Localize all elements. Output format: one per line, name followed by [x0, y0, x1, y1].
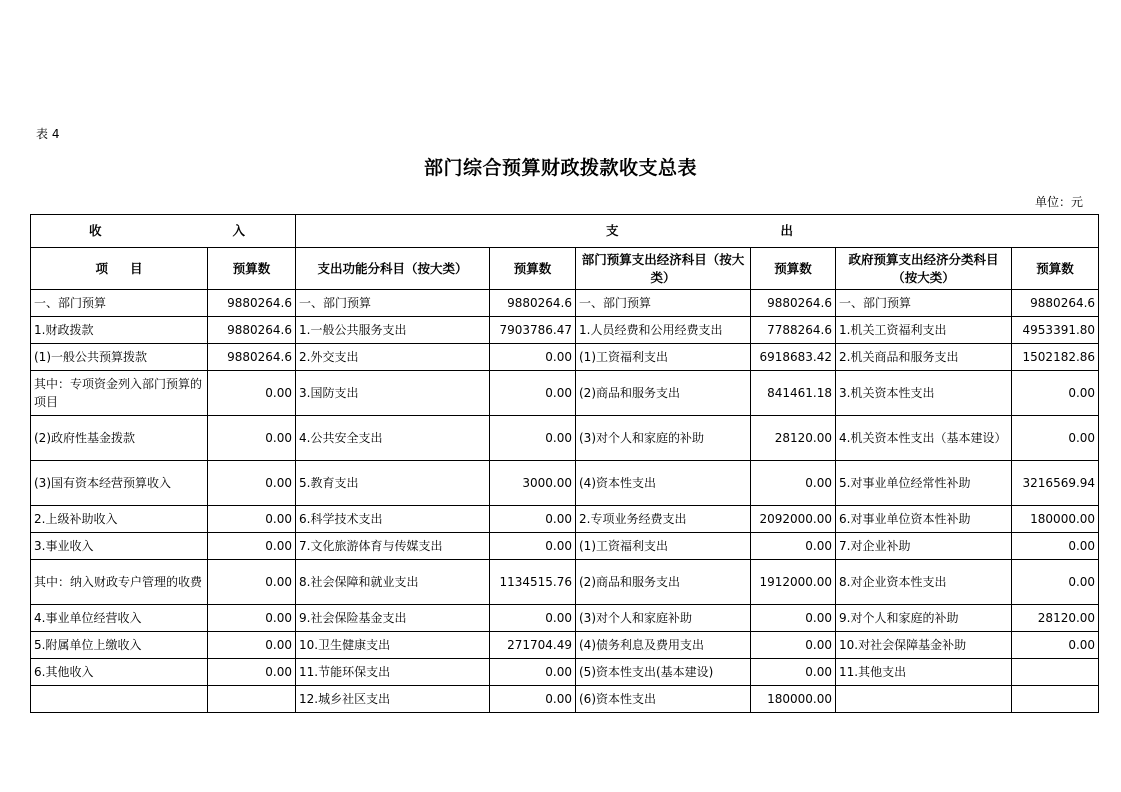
dept-economic-cell: (3)对个人和家庭补助: [576, 605, 751, 632]
table-row: [31, 317, 1099, 344]
table-row: [31, 686, 1099, 713]
dept-economic-amount-cell: 2092000.00: [751, 506, 836, 533]
item-cell: 6.其他收入: [31, 659, 208, 686]
item-amount-cell: 0.00: [208, 560, 296, 605]
function-class-cell: 12.城乡社区支出: [296, 686, 490, 713]
income-header-char-1: 收: [89, 223, 102, 238]
dept-economic-cell: (2)商品和服务支出: [576, 560, 751, 605]
item-amount-cell: 0.00: [208, 659, 296, 686]
function-amount-cell: 9880264.6: [490, 290, 576, 317]
gov-economic-amount-cell: 0.00: [1012, 533, 1099, 560]
item-cell: (3)国有资本经营预算收入: [31, 461, 208, 506]
gov-economic-amount-cell: [1012, 686, 1099, 713]
gov-economic-amount-cell: 0.00: [1012, 560, 1099, 605]
gov-economic-amount-cell: 9880264.6: [1012, 290, 1099, 317]
item-cell: (2)政府性基金拨款: [31, 416, 208, 461]
dept-economic-amount-cell: 6918683.42: [751, 344, 836, 371]
function-amount-cell: 0.00: [490, 686, 576, 713]
table-number-label: 表 4: [36, 127, 60, 141]
item-amount-cell: 0.00: [208, 506, 296, 533]
gov-economic-cell: 3.机关资本性支出: [836, 371, 1012, 416]
table-row: [31, 560, 1099, 605]
dept-economic-amount-cell: 180000.00: [751, 686, 836, 713]
item-amount-column-header: 预算数: [208, 248, 296, 290]
item-cell: 其中：纳入财政专户管理的收费: [31, 560, 208, 605]
gov-economic-amount-cell: 4953391.80: [1012, 317, 1099, 344]
dept-economic-amount-cell: 0.00: [751, 461, 836, 506]
table-row: [31, 632, 1099, 659]
dept-economic-column-header: 部门预算支出经济科目（按大类）: [576, 248, 751, 290]
function-amount-cell: 0.00: [490, 344, 576, 371]
function-class-cell: 10.卫生健康支出: [296, 632, 490, 659]
gov-economic-cell: 9.对个人和家庭的补助: [836, 605, 1012, 632]
document-title: 部门综合预算财政拨款收支总表: [423, 157, 697, 179]
dept-economic-amount-cell: 7788264.6: [751, 317, 836, 344]
item-amount-cell: 0.00: [208, 632, 296, 659]
item-amount-cell: [208, 686, 296, 713]
dept-economic-amount-cell: 0.00: [751, 632, 836, 659]
gov-economic-cell: 6.对事业单位资本性补助: [836, 506, 1012, 533]
item-amount-cell: 0.00: [208, 605, 296, 632]
gov-economic-amount-cell: 1502182.86: [1012, 344, 1099, 371]
dept-economic-cell: (3)对个人和家庭的补助: [576, 416, 751, 461]
table-row: [31, 416, 1099, 461]
gov-economic-cell: 4.机关资本性支出（基本建设）: [836, 416, 1012, 461]
unit-label: 单位：元: [1034, 195, 1083, 209]
function-class-cell: 9.社会保险基金支出: [296, 605, 490, 632]
dept-economic-cell: (4)资本性支出: [576, 461, 751, 506]
function-class-cell: 11.节能环保支出: [296, 659, 490, 686]
dept-economic-amount-cell: 0.00: [751, 659, 836, 686]
function-amount-cell: 0.00: [490, 533, 576, 560]
item-cell: (1)一般公共预算拨款: [31, 344, 208, 371]
table-row: [31, 506, 1099, 533]
gov-economic-amount-cell: 0.00: [1012, 371, 1099, 416]
dept-economic-amount-cell: 1912000.00: [751, 560, 836, 605]
item-amount-cell: 0.00: [208, 461, 296, 506]
item-amount-cell: 9880264.6: [208, 290, 296, 317]
gov-economic-cell: 11.其他支出: [836, 659, 1012, 686]
gov-economic-cell: 8.对企业资本性支出: [836, 560, 1012, 605]
dept-economic-amount-column-header: 预算数: [751, 248, 836, 290]
dept-economic-amount-cell: 28120.00: [751, 416, 836, 461]
dept-economic-cell: 2.专项业务经费支出: [576, 506, 751, 533]
item-cell: 5.附属单位上缴收入: [31, 632, 208, 659]
gov-economic-amount-cell: 0.00: [1012, 416, 1099, 461]
item-column-header: 项 目: [31, 248, 208, 290]
table-row: [31, 290, 1099, 317]
function-amount-cell: 0.00: [490, 506, 576, 533]
table-row: [31, 605, 1099, 632]
function-amount-cell: 271704.49: [490, 632, 576, 659]
gov-economic-column-header: 政府预算支出经济分类科目（按大类）: [836, 248, 1012, 290]
item-cell: 2.上级补助收入: [31, 506, 208, 533]
expense-section-header: [296, 215, 1099, 248]
function-class-cell: 2.外交支出: [296, 344, 490, 371]
dept-economic-cell: (6)资本性支出: [576, 686, 751, 713]
function-class-cell: 1.一般公共服务支出: [296, 317, 490, 344]
gov-economic-cell: 一、部门预算: [836, 290, 1012, 317]
dept-economic-cell: 1.人员经费和公用经费支出: [576, 317, 751, 344]
function-amount-cell: 1134515.76: [490, 560, 576, 605]
table-row: [31, 533, 1099, 560]
function-class-cell: 8.社会保障和就业支出: [296, 560, 490, 605]
gov-economic-amount-cell: 3216569.94: [1012, 461, 1099, 506]
function-amount-cell: 0.00: [490, 605, 576, 632]
function-amount-cell: 7903786.47: [490, 317, 576, 344]
budget-summary-table: [30, 214, 1099, 713]
item-cell: 4.事业单位经营收入: [31, 605, 208, 632]
function-class-cell: 3.国防支出: [296, 371, 490, 416]
item-cell: [31, 686, 208, 713]
dept-economic-cell: (4)债务利息及费用支出: [576, 632, 751, 659]
income-section-header: [31, 215, 296, 248]
function-class-cell: 4.公共安全支出: [296, 416, 490, 461]
gov-economic-amount-column-header: 预算数: [1012, 248, 1099, 290]
function-class-cell: 一、部门预算: [296, 290, 490, 317]
dept-economic-cell: (2)商品和服务支出: [576, 371, 751, 416]
gov-economic-cell: 5.对事业单位经常性补助: [836, 461, 1012, 506]
income-header-char-2: 入: [232, 223, 245, 238]
dept-economic-amount-cell: 841461.18: [751, 371, 836, 416]
gov-economic-cell: [836, 686, 1012, 713]
function-amount-cell: 3000.00: [490, 461, 576, 506]
dept-economic-cell: (1)工资福利支出: [576, 344, 751, 371]
function-class-cell: 5.教育支出: [296, 461, 490, 506]
dept-economic-cell: 一、部门预算: [576, 290, 751, 317]
function-amount-cell: 0.00: [490, 371, 576, 416]
function-class-cell: 6.科学技术支出: [296, 506, 490, 533]
gov-economic-cell: 7.对企业补助: [836, 533, 1012, 560]
item-amount-cell: 0.00: [208, 533, 296, 560]
column-header-row: [31, 248, 1099, 290]
expense-header-char-1: 支: [606, 223, 619, 238]
item-amount-cell: 9880264.6: [208, 317, 296, 344]
table-row: [31, 344, 1099, 371]
expense-header-char-2: 出: [780, 223, 794, 238]
dept-economic-cell: (5)资本性支出(基本建设): [576, 659, 751, 686]
table-row: [31, 659, 1099, 686]
item-amount-cell: 0.00: [208, 371, 296, 416]
function-amount-cell: 0.00: [490, 416, 576, 461]
dept-economic-amount-cell: 0.00: [751, 605, 836, 632]
table-row: [31, 371, 1099, 416]
table-row: [31, 461, 1099, 506]
gov-economic-amount-cell: 0.00: [1012, 632, 1099, 659]
item-cell: 其中：专项资金列入部门预算的项目: [31, 371, 208, 416]
dept-economic-cell: (1)工资福利支出: [576, 533, 751, 560]
item-cell: 一、部门预算: [31, 290, 208, 317]
gov-economic-cell: 1.机关工资福利支出: [836, 317, 1012, 344]
function-amount-cell: 0.00: [490, 659, 576, 686]
item-cell: 1.财政拨款: [31, 317, 208, 344]
function-amount-column-header: 预算数: [490, 248, 576, 290]
gov-economic-cell: 10.对社会保障基金补助: [836, 632, 1012, 659]
function-class-cell: 7.文化旅游体育与传媒支出: [296, 533, 490, 560]
section-header-row: [31, 215, 1099, 248]
item-amount-cell: 9880264.6: [208, 344, 296, 371]
item-cell: 3.事业收入: [31, 533, 208, 560]
gov-economic-cell: 2.机关商品和服务支出: [836, 344, 1012, 371]
gov-economic-amount-cell: 180000.00: [1012, 506, 1099, 533]
function-class-column-header: 支出功能分科目（按大类）: [296, 248, 490, 290]
gov-economic-amount-cell: [1012, 659, 1099, 686]
dept-economic-amount-cell: 0.00: [751, 533, 836, 560]
dept-economic-amount-cell: 9880264.6: [751, 290, 836, 317]
item-amount-cell: 0.00: [208, 416, 296, 461]
gov-economic-amount-cell: 28120.00: [1012, 605, 1099, 632]
